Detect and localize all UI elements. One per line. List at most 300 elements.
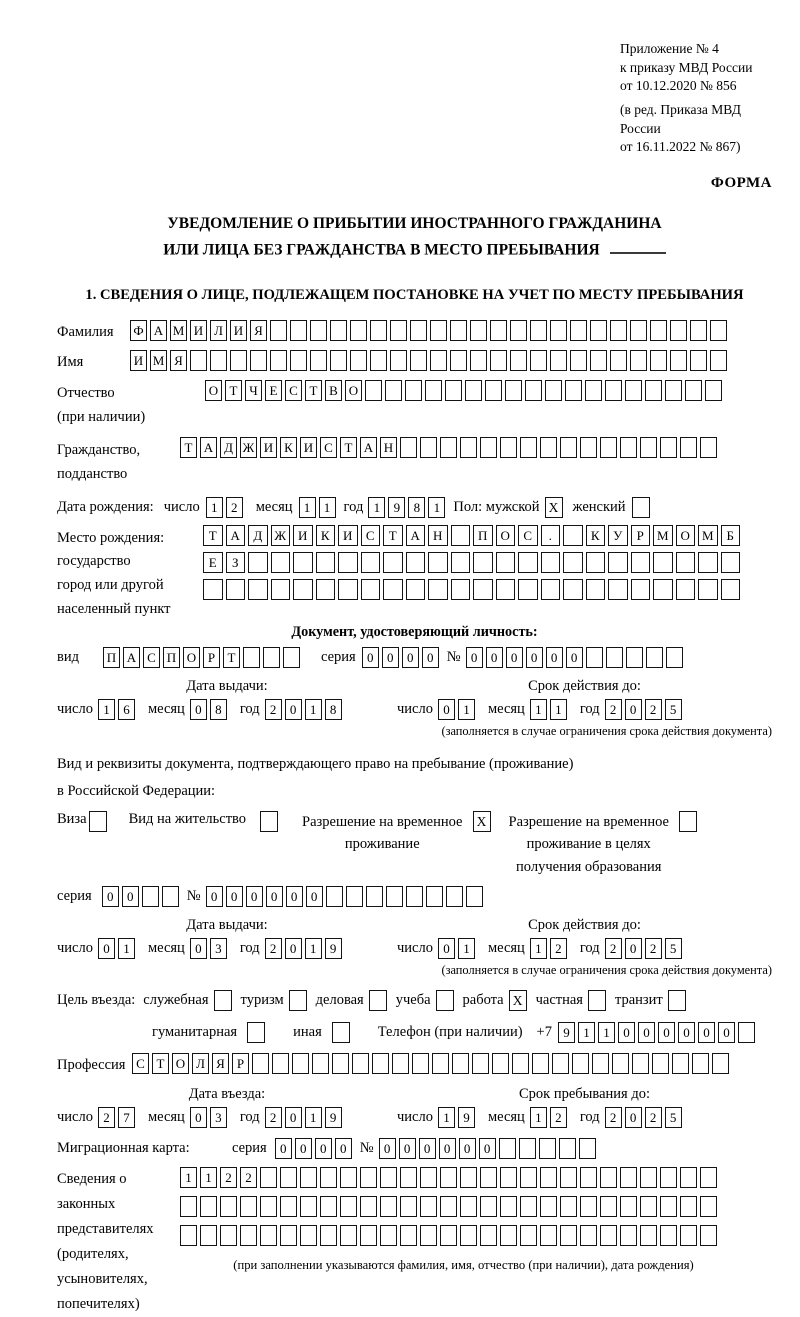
char-cell[interactable] [560,1225,577,1246]
char-cell[interactable] [430,350,447,371]
char-cell[interactable]: 2 [550,1107,567,1128]
char-cell[interactable]: 0 [399,1138,416,1159]
char-cell[interactable] [565,380,582,401]
char-cell[interactable]: З [226,552,246,573]
char-cell[interactable] [480,1225,497,1246]
char-cell[interactable]: 0 [286,886,303,907]
birthplace-row-3[interactable] [203,579,743,600]
doc-type-cells[interactable] [103,647,303,668]
char-cell[interactable] [338,579,358,600]
official-checkbox[interactable] [214,990,232,1011]
char-cell[interactable]: 2 [645,699,662,720]
char-cell[interactable]: Е [203,552,223,573]
char-cell[interactable]: 0 [275,1138,292,1159]
char-cell[interactable] [406,886,423,907]
char-cell[interactable] [320,1225,337,1246]
char-cell[interactable] [270,350,287,371]
char-cell[interactable] [200,1225,217,1246]
permit-issue-day[interactable] [98,938,138,959]
char-cell[interactable]: 1 [299,497,316,518]
char-cell[interactable]: 0 [190,699,207,720]
char-cell[interactable] [610,320,627,341]
char-cell[interactable] [500,437,517,458]
char-cell[interactable]: Е [265,380,282,401]
char-cell[interactable] [400,1167,417,1188]
char-cell[interactable]: 1 [180,1167,197,1188]
char-cell[interactable]: С [518,525,538,546]
char-cell[interactable] [520,1167,537,1188]
education-residence-checkbox[interactable] [679,811,697,832]
char-cell[interactable] [350,350,367,371]
char-cell[interactable] [712,1053,729,1074]
char-cell[interactable] [666,647,683,668]
char-cell[interactable] [210,350,227,371]
char-cell[interactable] [550,320,567,341]
char-cell[interactable] [670,350,687,371]
char-cell[interactable] [380,1196,397,1217]
char-cell[interactable]: В [325,380,342,401]
char-cell[interactable]: 0 [246,886,263,907]
humanitarian-checkbox[interactable] [247,1022,265,1043]
char-cell[interactable] [540,437,557,458]
char-cell[interactable] [698,552,718,573]
tourism-checkbox[interactable] [289,990,307,1011]
char-cell[interactable] [646,647,663,668]
char-cell[interactable]: Т [152,1053,169,1074]
char-cell[interactable] [361,552,381,573]
char-cell[interactable] [600,1225,617,1246]
char-cell[interactable] [626,647,643,668]
char-cell[interactable]: 1 [319,497,336,518]
char-cell[interactable] [700,1225,717,1246]
char-cell[interactable]: И [338,525,358,546]
char-cell[interactable] [563,525,583,546]
char-cell[interactable]: 1 [578,1022,595,1043]
char-cell[interactable] [640,1225,657,1246]
char-cell[interactable] [560,437,577,458]
char-cell[interactable]: Ч [245,380,262,401]
char-cell[interactable]: 0 [658,1022,675,1043]
entry-month[interactable] [190,1107,230,1128]
char-cell[interactable] [316,579,336,600]
char-cell[interactable] [540,1225,557,1246]
char-cell[interactable] [366,886,383,907]
char-cell[interactable] [545,380,562,401]
doc-issue-day[interactable] [98,699,138,720]
char-cell[interactable] [271,552,291,573]
permit-issue-year[interactable] [265,938,345,959]
char-cell[interactable] [500,1225,517,1246]
char-cell[interactable]: Т [225,380,242,401]
char-cell[interactable]: 8 [408,497,425,518]
study-checkbox[interactable] [436,990,454,1011]
char-cell[interactable]: А [360,437,377,458]
char-cell[interactable] [283,647,300,668]
char-cell[interactable] [271,579,291,600]
char-cell[interactable]: 2 [645,1107,662,1128]
char-cell[interactable]: А [406,525,426,546]
char-cell[interactable] [700,1167,717,1188]
char-cell[interactable] [360,1196,377,1217]
char-cell[interactable] [580,437,597,458]
char-cell[interactable] [640,1196,657,1217]
char-cell[interactable] [738,1022,755,1043]
char-cell[interactable]: 0 [459,1138,476,1159]
char-cell[interactable]: И [293,525,313,546]
char-cell[interactable] [420,1196,437,1217]
citizenship-cells[interactable] [180,437,720,458]
char-cell[interactable] [426,886,443,907]
char-cell[interactable] [332,1053,349,1074]
char-cell[interactable]: Ж [271,525,291,546]
char-cell[interactable]: 0 [698,1022,715,1043]
representatives-row-2[interactable] [180,1196,747,1217]
char-cell[interactable] [203,579,223,600]
char-cell[interactable]: 0 [206,886,223,907]
char-cell[interactable]: 6 [118,699,135,720]
char-cell[interactable]: У [608,525,628,546]
char-cell[interactable] [496,552,516,573]
char-cell[interactable] [312,1053,329,1074]
char-cell[interactable] [330,320,347,341]
char-cell[interactable]: Т [383,525,403,546]
char-cell[interactable]: 1 [530,699,547,720]
char-cell[interactable] [451,525,471,546]
char-cell[interactable]: 1 [206,497,223,518]
char-cell[interactable] [300,1167,317,1188]
char-cell[interactable] [361,579,381,600]
birth-month-cells[interactable] [299,497,339,518]
birthplace-row-2[interactable] [203,552,743,573]
char-cell[interactable]: 1 [200,1167,217,1188]
permit-valid-year[interactable] [605,938,685,959]
char-cell[interactable]: 0 [438,699,455,720]
char-cell[interactable] [428,579,448,600]
char-cell[interactable] [680,1225,697,1246]
char-cell[interactable] [386,886,403,907]
char-cell[interactable] [383,552,403,573]
char-cell[interactable] [560,1167,577,1188]
char-cell[interactable] [346,886,363,907]
phone-cells[interactable] [558,1022,758,1043]
char-cell[interactable] [653,552,673,573]
char-cell[interactable]: 0 [379,1138,396,1159]
char-cell[interactable]: О [183,647,200,668]
char-cell[interactable]: 1 [530,938,547,959]
char-cell[interactable]: 2 [265,1107,282,1128]
char-cell[interactable] [410,350,427,371]
char-cell[interactable] [360,1225,377,1246]
char-cell[interactable]: 0 [506,647,523,668]
char-cell[interactable] [610,350,627,371]
permit-issue-month[interactable] [190,938,230,959]
entry-year[interactable] [265,1107,345,1128]
char-cell[interactable] [586,552,606,573]
char-cell[interactable]: А [123,647,140,668]
char-cell[interactable] [400,437,417,458]
char-cell[interactable]: 0 [625,938,642,959]
work-checkbox[interactable]: X [509,990,527,1011]
permit-seriya-cells[interactable] [102,886,182,907]
char-cell[interactable]: 0 [362,647,379,668]
char-cell[interactable] [290,320,307,341]
char-cell[interactable] [162,886,179,907]
char-cell[interactable] [590,350,607,371]
char-cell[interactable] [320,1167,337,1188]
doc-issue-month[interactable] [190,699,230,720]
male-checkbox[interactable]: X [545,497,563,518]
char-cell[interactable] [550,350,567,371]
char-cell[interactable]: 8 [325,699,342,720]
char-cell[interactable] [470,350,487,371]
char-cell[interactable] [540,1167,557,1188]
char-cell[interactable]: М [698,525,718,546]
char-cell[interactable]: 0 [335,1138,352,1159]
char-cell[interactable] [680,1167,697,1188]
char-cell[interactable]: 0 [285,938,302,959]
char-cell[interactable]: 0 [438,938,455,959]
char-cell[interactable] [473,579,493,600]
char-cell[interactable] [248,579,268,600]
char-cell[interactable]: 0 [422,647,439,668]
char-cell[interactable] [532,1053,549,1074]
char-cell[interactable]: 2 [226,497,243,518]
char-cell[interactable]: А [226,525,246,546]
char-cell[interactable]: 2 [265,938,282,959]
char-cell[interactable] [340,1196,357,1217]
char-cell[interactable] [480,1167,497,1188]
char-cell[interactable] [608,579,628,600]
char-cell[interactable]: С [143,647,160,668]
char-cell[interactable] [310,320,327,341]
char-cell[interactable] [630,350,647,371]
business-checkbox[interactable] [369,990,387,1011]
char-cell[interactable] [590,320,607,341]
char-cell[interactable] [220,1196,237,1217]
char-cell[interactable] [272,1053,289,1074]
char-cell[interactable] [473,552,493,573]
doc-valid-day[interactable] [438,699,478,720]
char-cell[interactable] [440,437,457,458]
char-cell[interactable] [320,1196,337,1217]
char-cell[interactable] [612,1053,629,1074]
char-cell[interactable]: 0 [285,1107,302,1128]
char-cell[interactable]: О [676,525,696,546]
stay-month[interactable] [530,1107,570,1128]
char-cell[interactable] [721,579,741,600]
doc-seriya-cells[interactable] [362,647,442,668]
char-cell[interactable] [385,380,402,401]
char-cell[interactable]: 1 [598,1022,615,1043]
char-cell[interactable] [340,1167,357,1188]
char-cell[interactable]: И [190,320,207,341]
char-cell[interactable] [500,1167,517,1188]
char-cell[interactable] [625,380,642,401]
char-cell[interactable] [365,380,382,401]
char-cell[interactable] [280,1225,297,1246]
char-cell[interactable]: Т [203,525,223,546]
char-cell[interactable]: И [260,437,277,458]
char-cell[interactable]: 1 [98,699,115,720]
char-cell[interactable] [432,1053,449,1074]
char-cell[interactable] [451,552,471,573]
char-cell[interactable]: П [103,647,120,668]
other-checkbox[interactable] [332,1022,350,1043]
char-cell[interactable] [280,1196,297,1217]
char-cell[interactable]: 0 [419,1138,436,1159]
char-cell[interactable]: 0 [315,1138,332,1159]
char-cell[interactable] [260,1225,277,1246]
char-cell[interactable] [510,320,527,341]
char-cell[interactable] [392,1053,409,1074]
char-cell[interactable] [352,1053,369,1074]
char-cell[interactable] [645,380,662,401]
char-cell[interactable] [563,579,583,600]
stay-year[interactable] [605,1107,685,1128]
char-cell[interactable] [248,552,268,573]
char-cell[interactable] [710,350,727,371]
char-cell[interactable] [300,1196,317,1217]
char-cell[interactable] [670,320,687,341]
char-cell[interactable] [316,552,336,573]
char-cell[interactable] [460,1196,477,1217]
char-cell[interactable] [250,350,267,371]
char-cell[interactable] [672,1053,689,1074]
char-cell[interactable] [520,1225,537,1246]
char-cell[interactable]: 5 [665,938,682,959]
char-cell[interactable] [560,1196,577,1217]
char-cell[interactable]: Д [220,437,237,458]
char-cell[interactable] [579,1138,596,1159]
residence-permit-checkbox[interactable] [260,811,278,832]
char-cell[interactable]: 2 [265,699,282,720]
entry-day[interactable] [98,1107,138,1128]
char-cell[interactable] [685,380,702,401]
char-cell[interactable] [690,350,707,371]
char-cell[interactable]: П [473,525,493,546]
char-cell[interactable] [370,320,387,341]
char-cell[interactable] [520,1196,537,1217]
char-cell[interactable] [430,320,447,341]
char-cell[interactable]: 0 [638,1022,655,1043]
char-cell[interactable] [460,1167,477,1188]
char-cell[interactable]: 9 [458,1107,475,1128]
surname-cells[interactable] [130,320,730,341]
char-cell[interactable] [640,437,657,458]
char-cell[interactable] [530,350,547,371]
char-cell[interactable]: М [170,320,187,341]
char-cell[interactable] [492,1053,509,1074]
char-cell[interactable] [440,1225,457,1246]
char-cell[interactable] [692,1053,709,1074]
char-cell[interactable]: Я [250,320,267,341]
char-cell[interactable]: Ж [240,437,257,458]
char-cell[interactable] [539,1138,556,1159]
char-cell[interactable] [425,380,442,401]
representatives-row-3[interactable] [180,1225,747,1246]
char-cell[interactable]: 1 [305,699,322,720]
permit-valid-month[interactable] [530,938,570,959]
char-cell[interactable] [710,320,727,341]
char-cell[interactable] [466,886,483,907]
char-cell[interactable] [280,1167,297,1188]
char-cell[interactable]: 0 [190,1107,207,1128]
transit-checkbox[interactable] [668,990,686,1011]
char-cell[interactable]: Т [305,380,322,401]
char-cell[interactable] [631,579,651,600]
char-cell[interactable] [630,320,647,341]
char-cell[interactable]: 3 [210,938,227,959]
char-cell[interactable]: 0 [486,647,503,668]
char-cell[interactable] [605,380,622,401]
char-cell[interactable] [440,1196,457,1217]
char-cell[interactable] [512,1053,529,1074]
char-cell[interactable] [293,552,313,573]
birth-day-cells[interactable] [206,497,246,518]
char-cell[interactable] [631,552,651,573]
char-cell[interactable] [600,1196,617,1217]
char-cell[interactable]: И [130,350,147,371]
char-cell[interactable]: И [300,437,317,458]
char-cell[interactable] [360,1167,377,1188]
char-cell[interactable] [490,350,507,371]
char-cell[interactable] [505,380,522,401]
char-cell[interactable] [220,1225,237,1246]
char-cell[interactable] [180,1196,197,1217]
char-cell[interactable] [541,579,561,600]
char-cell[interactable] [480,1196,497,1217]
char-cell[interactable] [465,380,482,401]
profession-cells[interactable] [132,1053,732,1074]
char-cell[interactable] [600,1167,617,1188]
char-cell[interactable] [496,579,516,600]
char-cell[interactable] [200,1196,217,1217]
char-cell[interactable] [499,1138,516,1159]
patronymic-cells[interactable] [205,380,725,401]
char-cell[interactable] [680,437,697,458]
char-cell[interactable] [300,1225,317,1246]
char-cell[interactable]: 2 [605,1107,622,1128]
char-cell[interactable] [180,1225,197,1246]
char-cell[interactable]: 2 [220,1167,237,1188]
char-cell[interactable] [243,647,260,668]
char-cell[interactable] [559,1138,576,1159]
char-cell[interactable]: 1 [550,699,567,720]
char-cell[interactable] [190,350,207,371]
char-cell[interactable] [530,320,547,341]
char-cell[interactable] [440,1167,457,1188]
char-cell[interactable] [660,1167,677,1188]
char-cell[interactable]: 0 [718,1022,735,1043]
char-cell[interactable]: 8 [210,699,227,720]
char-cell[interactable] [420,1167,437,1188]
char-cell[interactable] [700,1196,717,1217]
char-cell[interactable] [412,1053,429,1074]
char-cell[interactable] [390,320,407,341]
char-cell[interactable] [563,552,583,573]
char-cell[interactable] [142,886,159,907]
birth-year-cells[interactable] [368,497,448,518]
char-cell[interactable] [572,1053,589,1074]
char-cell[interactable] [460,437,477,458]
char-cell[interactable]: 0 [190,938,207,959]
char-cell[interactable] [380,1225,397,1246]
char-cell[interactable] [660,1196,677,1217]
char-cell[interactable]: Т [180,437,197,458]
char-cell[interactable] [445,380,462,401]
char-cell[interactable] [260,1196,277,1217]
char-cell[interactable] [660,1225,677,1246]
